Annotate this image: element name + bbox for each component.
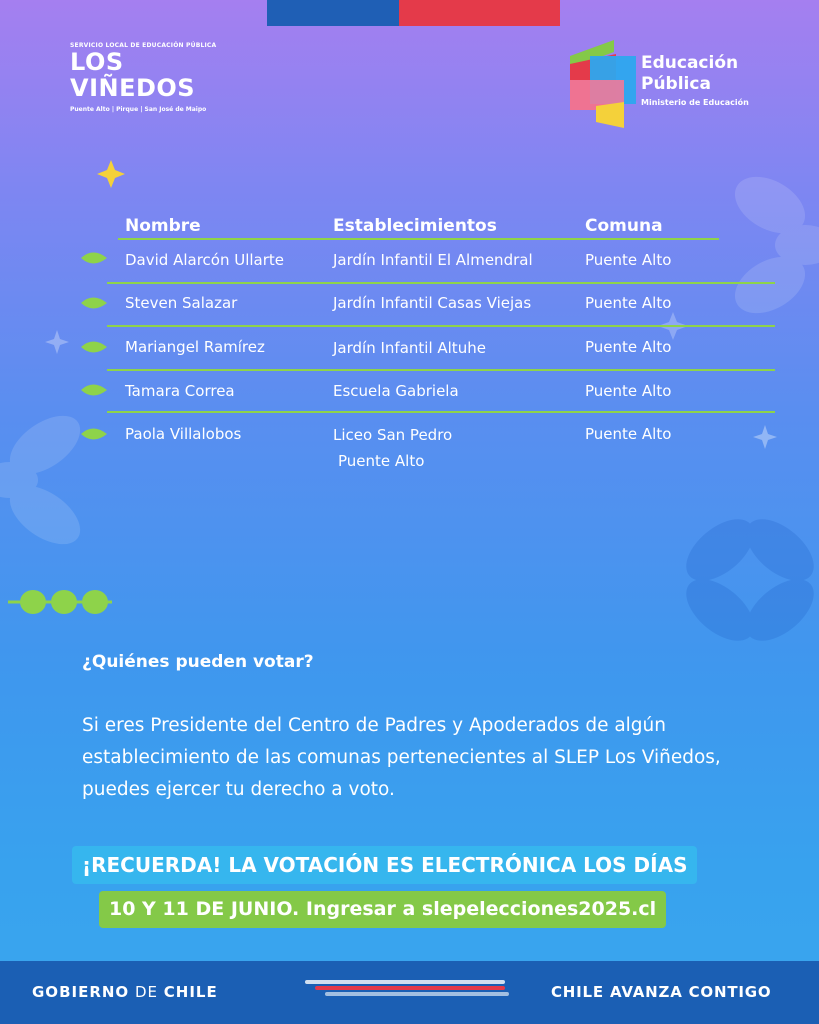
flag-stripes-icon <box>305 978 510 1000</box>
table-cell-school-line2: Puente Alto <box>338 452 425 470</box>
leaf-bullet-icon <box>81 425 107 443</box>
gov-word-gobierno: GOBIERNO <box>32 983 130 1001</box>
slogan-label: CHILE AVANZA CONTIGO <box>551 983 772 1001</box>
educacion-publica-logo-icon <box>566 40 638 130</box>
table-cell-commune: Puente Alto <box>585 425 672 443</box>
logo-ministry: Ministerio de Educación <box>641 98 749 107</box>
header-establecimientos: Establecimientos <box>333 216 497 236</box>
table-cell-commune: Puente Alto <box>585 338 672 356</box>
table-cell-commune: Puente Alto <box>585 294 672 312</box>
flower-icon-bottom-right <box>675 507 819 652</box>
row-divider <box>107 325 775 327</box>
row-divider <box>107 411 775 413</box>
row-divider <box>107 369 775 371</box>
flower-icon-right <box>725 165 819 325</box>
sparkle-icon <box>753 425 777 449</box>
table-cell-name: Tamara Correa <box>125 382 235 400</box>
flower-icon-left <box>0 404 90 556</box>
gov-word-de: DE <box>134 983 158 1001</box>
row-divider <box>107 282 775 284</box>
logo-heading: SERVICIO LOCAL DE EDUCACIÓN PÚBLICA <box>70 42 217 49</box>
logo-los: LOS <box>70 48 124 76</box>
header-comuna: Comuna <box>585 216 663 236</box>
header-nombre: Nombre <box>125 216 201 236</box>
table-cell-school: Escuela Gabriela <box>333 382 459 400</box>
reminder-banner: ¡RECUERDA! LA VOTACIÓN ES ELECTRÓNICA LOS DÍAS <box>72 846 697 884</box>
table-cell-name: Paola Villalobos <box>125 425 242 443</box>
logo-communes: Puente Alto | Pirque | San José de Maipo <box>70 106 207 113</box>
eligibility-paragraph: Si eres Presidente del Centro de Padres y Apoderados de algún establecimiento de las comunas pertenecientes al SLEP Los Viñedos, puedes ejercer tu derecho a voto. <box>82 715 721 800</box>
section-question: ¿Quiénes pueden votar? <box>82 652 314 672</box>
table-cell-school: Jardín Infantil Casas Viejas <box>333 294 532 312</box>
green-dots-ornament <box>8 588 114 616</box>
table-cell-school: Liceo San Pedro <box>333 426 453 444</box>
leaf-bullet-icon <box>81 338 107 356</box>
table-cell-name: David Alarcón Ullarte <box>125 251 285 269</box>
table-cell-name: Mariangel Ramírez <box>125 338 265 356</box>
leaf-bullet-icon <box>81 249 107 267</box>
leaf-bullet-icon <box>81 294 107 312</box>
dates-banner: 10 Y 11 DE JUNIO. Ingresar a slepelecciones2025.cl <box>99 891 666 928</box>
table-cell-commune: Puente Alto <box>585 251 672 269</box>
leaf-bullet-icon <box>81 381 107 399</box>
table-cell-name: Steven Salazar <box>125 294 238 312</box>
logo-vinedos: VIÑEDOS <box>70 74 196 102</box>
table-cell-commune: Puente Alto <box>585 382 672 400</box>
gov-word-chile: CHILE <box>163 983 218 1001</box>
logo-title-line1: Educación <box>641 53 739 73</box>
gobierno-de-chile-label <box>32 983 218 1001</box>
table-cell-school: Jardín Infantil El Almendral <box>333 251 533 269</box>
header-divider <box>118 238 719 240</box>
table-cell-school: Jardín Infantil Altuhe <box>333 339 486 357</box>
sparkle-icon <box>45 330 69 354</box>
sparkle-icon-yellow <box>97 160 125 188</box>
logo-title-line2: Pública <box>641 74 711 94</box>
